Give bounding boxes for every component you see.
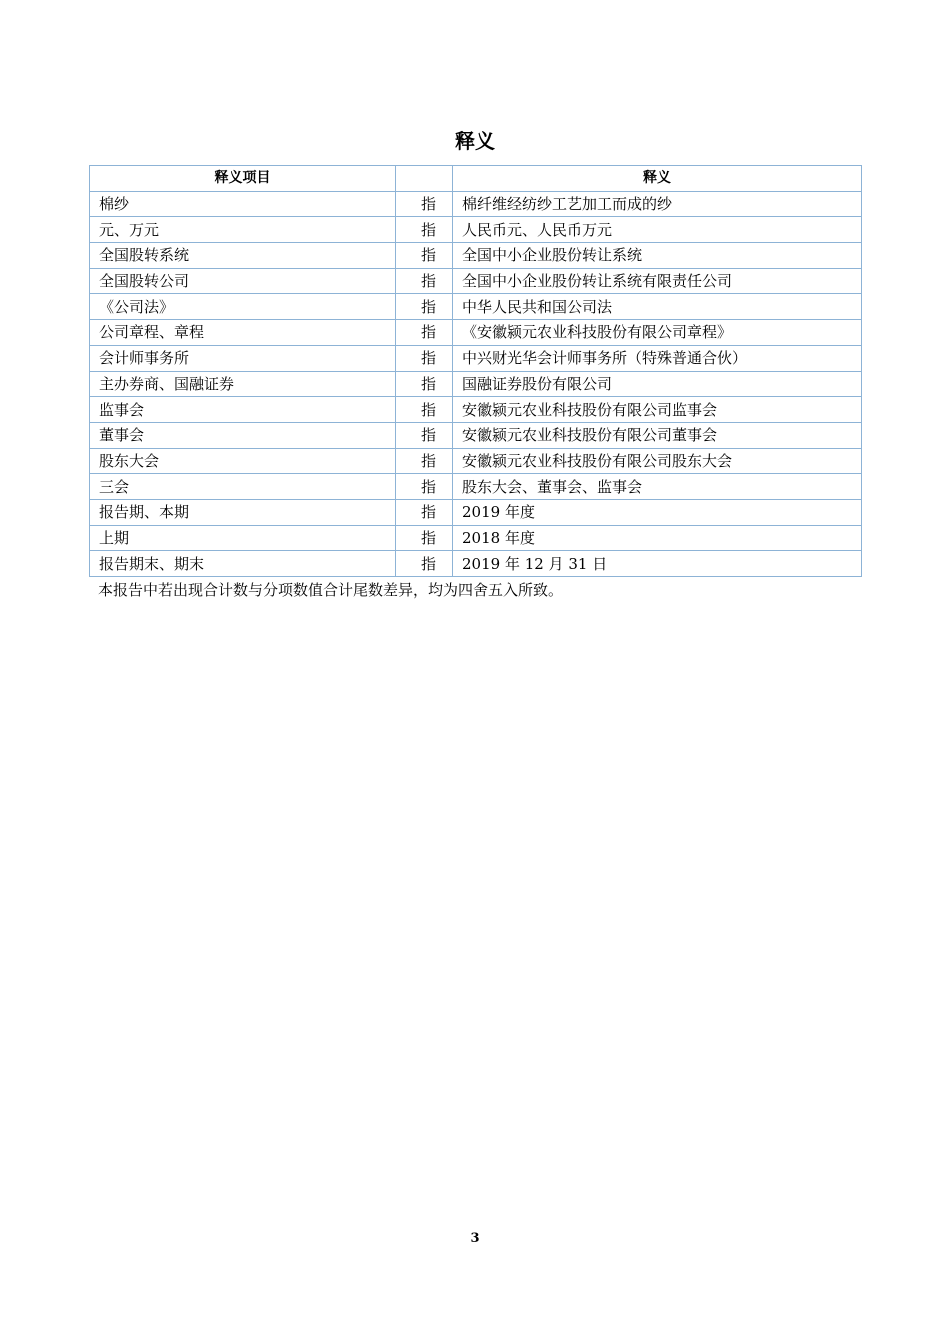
row-definition: 全国中小企业股份转让系统有限责任公司 xyxy=(453,268,862,294)
row-term: 元、万元 xyxy=(90,217,396,243)
row-ref: 指 xyxy=(396,191,453,217)
row-term: 报告期末、期末 xyxy=(90,551,396,577)
row-ref: 指 xyxy=(396,371,453,397)
table-row xyxy=(90,345,862,371)
page-number: 3 xyxy=(470,1231,480,1246)
row-ref: 指 xyxy=(396,217,453,243)
page-title: 释义 xyxy=(455,129,495,153)
row-ref: 指 xyxy=(396,525,453,551)
row-term: 董事会 xyxy=(90,422,396,448)
row-definition: 全国中小企业股份转让系统 xyxy=(453,243,862,269)
row-term: 全国股转系统 xyxy=(90,243,396,269)
row-definition: 2019 年度 xyxy=(453,499,862,525)
row-definition: 棉纤维经纺纱工艺加工而成的纱 xyxy=(453,191,862,217)
row-ref: 指 xyxy=(396,243,453,269)
row-term: 棉纱 xyxy=(90,191,396,217)
row-ref: 指 xyxy=(396,448,453,474)
header-term: 释义项目 xyxy=(90,166,396,192)
table-row xyxy=(90,474,862,500)
row-term: 上期 xyxy=(90,525,396,551)
row-term: 报告期、本期 xyxy=(90,499,396,525)
header-definition: 释义 xyxy=(453,166,862,192)
row-term: 主办券商、国融证券 xyxy=(90,371,396,397)
table-row xyxy=(90,371,862,397)
row-definition: 《安徽颍元农业科技股份有限公司章程》 xyxy=(453,320,862,346)
row-definition: 安徽颍元农业科技股份有限公司监事会 xyxy=(453,397,862,423)
row-definition: 2018 年度 xyxy=(453,525,862,551)
table-header-row xyxy=(90,166,862,192)
row-ref: 指 xyxy=(396,294,453,320)
row-term: 监事会 xyxy=(90,397,396,423)
row-term: 股东大会 xyxy=(90,448,396,474)
row-definition: 国融证券股份有限公司 xyxy=(453,371,862,397)
table-row xyxy=(90,397,862,423)
table-row xyxy=(90,422,862,448)
row-definition: 安徽颍元农业科技股份有限公司董事会 xyxy=(453,422,862,448)
table-row xyxy=(90,448,862,474)
table-row xyxy=(90,320,862,346)
row-definition: 中华人民共和国公司法 xyxy=(453,294,862,320)
table-row xyxy=(90,243,862,269)
row-term: 全国股转公司 xyxy=(90,268,396,294)
row-term: 会计师事务所 xyxy=(90,345,396,371)
row-definition: 人民币元、人民币万元 xyxy=(453,217,862,243)
table-row xyxy=(90,525,862,551)
row-term: 三会 xyxy=(90,474,396,500)
row-ref: 指 xyxy=(396,397,453,423)
table-row xyxy=(90,268,862,294)
row-ref: 指 xyxy=(396,474,453,500)
row-ref: 指 xyxy=(396,345,453,371)
header-ref xyxy=(396,166,453,192)
definitions-table xyxy=(89,165,862,577)
row-ref: 指 xyxy=(396,422,453,448)
row-ref: 指 xyxy=(396,268,453,294)
table-row xyxy=(90,294,862,320)
row-definition: 2019 年 12 月 31 日 xyxy=(453,551,862,577)
table-row xyxy=(90,217,862,243)
table-row xyxy=(90,499,862,525)
row-term: 《公司法》 xyxy=(90,294,396,320)
rounding-note: 本报告中若出现合计数与分项数值合计尾数差异，均为四舍五入所致。 xyxy=(98,581,564,599)
row-definition: 股东大会、董事会、监事会 xyxy=(453,474,862,500)
row-ref: 指 xyxy=(396,499,453,525)
row-definition: 安徽颍元农业科技股份有限公司股东大会 xyxy=(453,448,862,474)
table-row xyxy=(90,191,862,217)
row-definition: 中兴财光华会计师事务所（特殊普通合伙） xyxy=(453,345,862,371)
row-ref: 指 xyxy=(396,551,453,577)
row-ref: 指 xyxy=(396,320,453,346)
table-row xyxy=(90,551,862,577)
row-term: 公司章程、章程 xyxy=(90,320,396,346)
